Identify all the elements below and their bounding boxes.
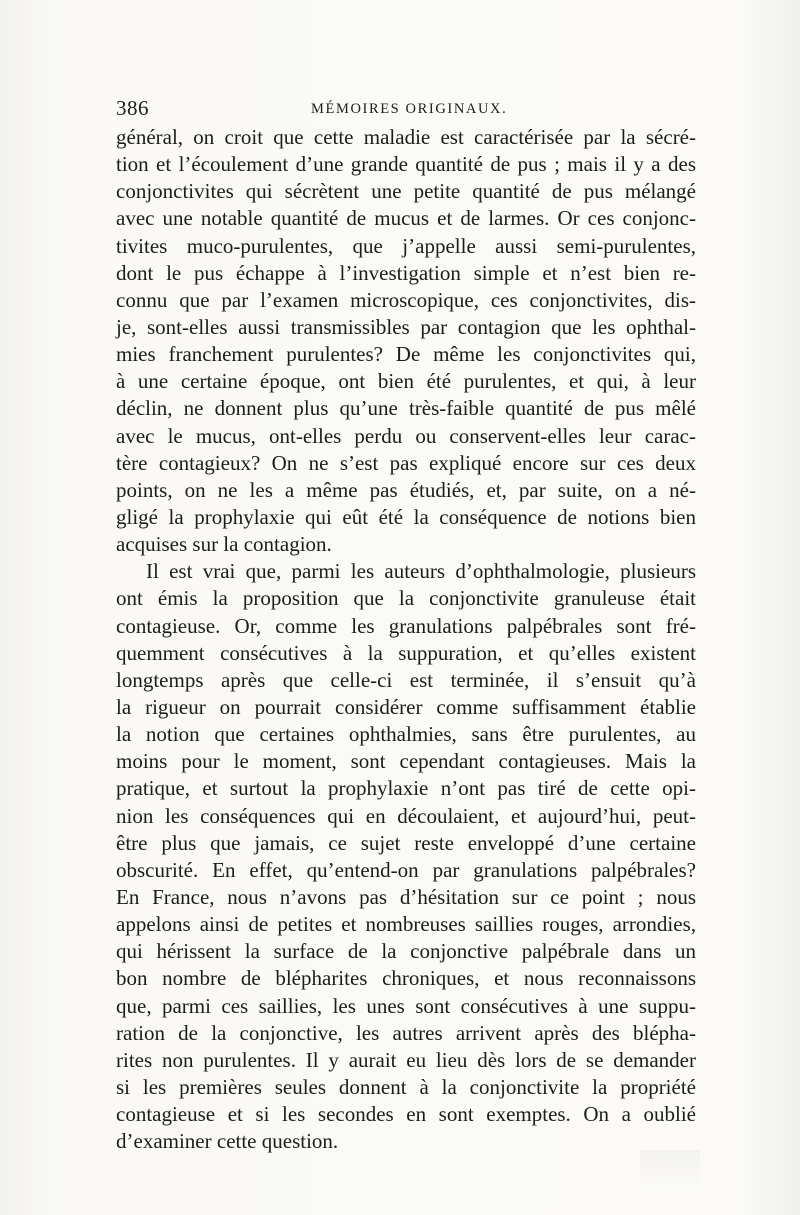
text-line: bon nombre de blépharites chroniques, et nous reconnaissons <box>116 966 696 991</box>
text-line: si les premières seules donnent à la conjonctivite la propriété <box>116 1074 696 1099</box>
text-line: être plus que jamais, ce sujet reste enveloppé d’une certaine <box>116 830 696 855</box>
text-line: En France, nous n’avons pas d’hésitation sur ce point ; nous <box>116 884 696 909</box>
text-line: ration de la conjonctive, les autres arrivent après des blépha- <box>116 1020 696 1045</box>
text-line: tivites muco-purulentes, que j’appelle aussi semi-purulentes, <box>116 233 696 258</box>
text-line: que, parmi ces saillies, les unes sont consécutives à une suppu- <box>116 993 696 1018</box>
text-line: avec une notable quantité de mucus et de larmes. Or ces conjonc- <box>116 206 696 231</box>
text-line: connu que par l’examen microscopique, ces conjonctivites, dis- <box>116 287 696 312</box>
text-line: à une certaine époque, ont bien été purulentes, et qui, à leur <box>116 369 696 394</box>
page-header <box>116 96 696 120</box>
text-line: conjonctivites qui sécrètent une petite quantité de pus mélangé <box>116 179 696 204</box>
text-line: je, sont-elles aussi transmissibles par contagion que les ophthal- <box>116 314 696 339</box>
text-line: moins pour le moment, sont cependant contagieuses. Mais la <box>116 749 696 774</box>
text-line: tion et l’écoulement d’une grande quantité de pus ; mais il y a des <box>116 152 696 177</box>
text-line: dont le pus échappe à l’investigation simple et n’est bien re- <box>116 260 696 285</box>
text-line: déclin, ne donnent plus qu’une très-faible quantité de pus mêlé <box>116 396 696 421</box>
page-number: 386 <box>116 96 149 120</box>
text-line: qui hérissent la surface de la conjonctive palpébrale dans un <box>116 939 696 964</box>
text-line: contagieuse. Or, comme les granulations palpébrales sont fré- <box>116 613 696 638</box>
running-head: MÉMOIRES ORIGINAUX. <box>311 101 508 117</box>
text-line: appelons ainsi de petites et nombreuses saillies rouges, arrondies, <box>116 912 696 937</box>
text-line: avec le mucus, ont-elles perdu ou conservent-elles leur carac- <box>116 423 696 448</box>
text-line: d’examiner cette question. <box>116 1129 339 1154</box>
text-line: la notion que certaines ophthalmies, sans être purulentes, au <box>116 722 696 747</box>
text-line: contagieuse et si les secondes en sont exemptes. On a oublié <box>116 1102 696 1127</box>
text-line: rites non purulentes. Il y aurait eu lieu dès lors de se demander <box>116 1047 696 1072</box>
text-line: pratique, et surtout la prophylaxie n’ont pas tiré de cette opi- <box>116 776 696 801</box>
text-line: obscurité. En effet, qu’entend-on par granulations palpébrales? <box>116 857 696 882</box>
bleed-through-smudge <box>640 1150 700 1190</box>
text-line: tère contagieux? On ne s’est pas expliqué encore sur ces deux <box>116 450 696 475</box>
text-line: longtemps après que celle-ci est terminée, il s’ensuit qu’à <box>116 667 696 692</box>
text-line: la rigueur on pourrait considérer comme suffisamment établie <box>116 694 696 719</box>
body-text <box>116 124 696 1155</box>
text-line: points, on ne les a même pas étudiés, et, par suite, on a né- <box>116 477 696 502</box>
text-line: nion les conséquences qui en découlaient, et aujourd’hui, peut- <box>116 803 696 828</box>
text-line: général, on croit que cette maladie est caractérisée par la sécré- <box>116 125 696 149</box>
text-line: gligé la prophylaxie qui eût été la conséquence de notions bien <box>116 504 696 529</box>
text-line: ont émis la proposition que la conjonctivite granuleuse était <box>116 586 696 611</box>
text-line: quemment consécutives à la suppuration, et qu’elles existent <box>116 640 696 665</box>
paragraph-start-line: Il est vrai que, parmi les auteurs d’ophthalmologie, plusieurs <box>146 559 696 584</box>
text-line: acquises sur la contagion. <box>116 532 332 557</box>
text-line: mies franchement purulentes? De même les conjonctivites qui, <box>116 342 696 367</box>
